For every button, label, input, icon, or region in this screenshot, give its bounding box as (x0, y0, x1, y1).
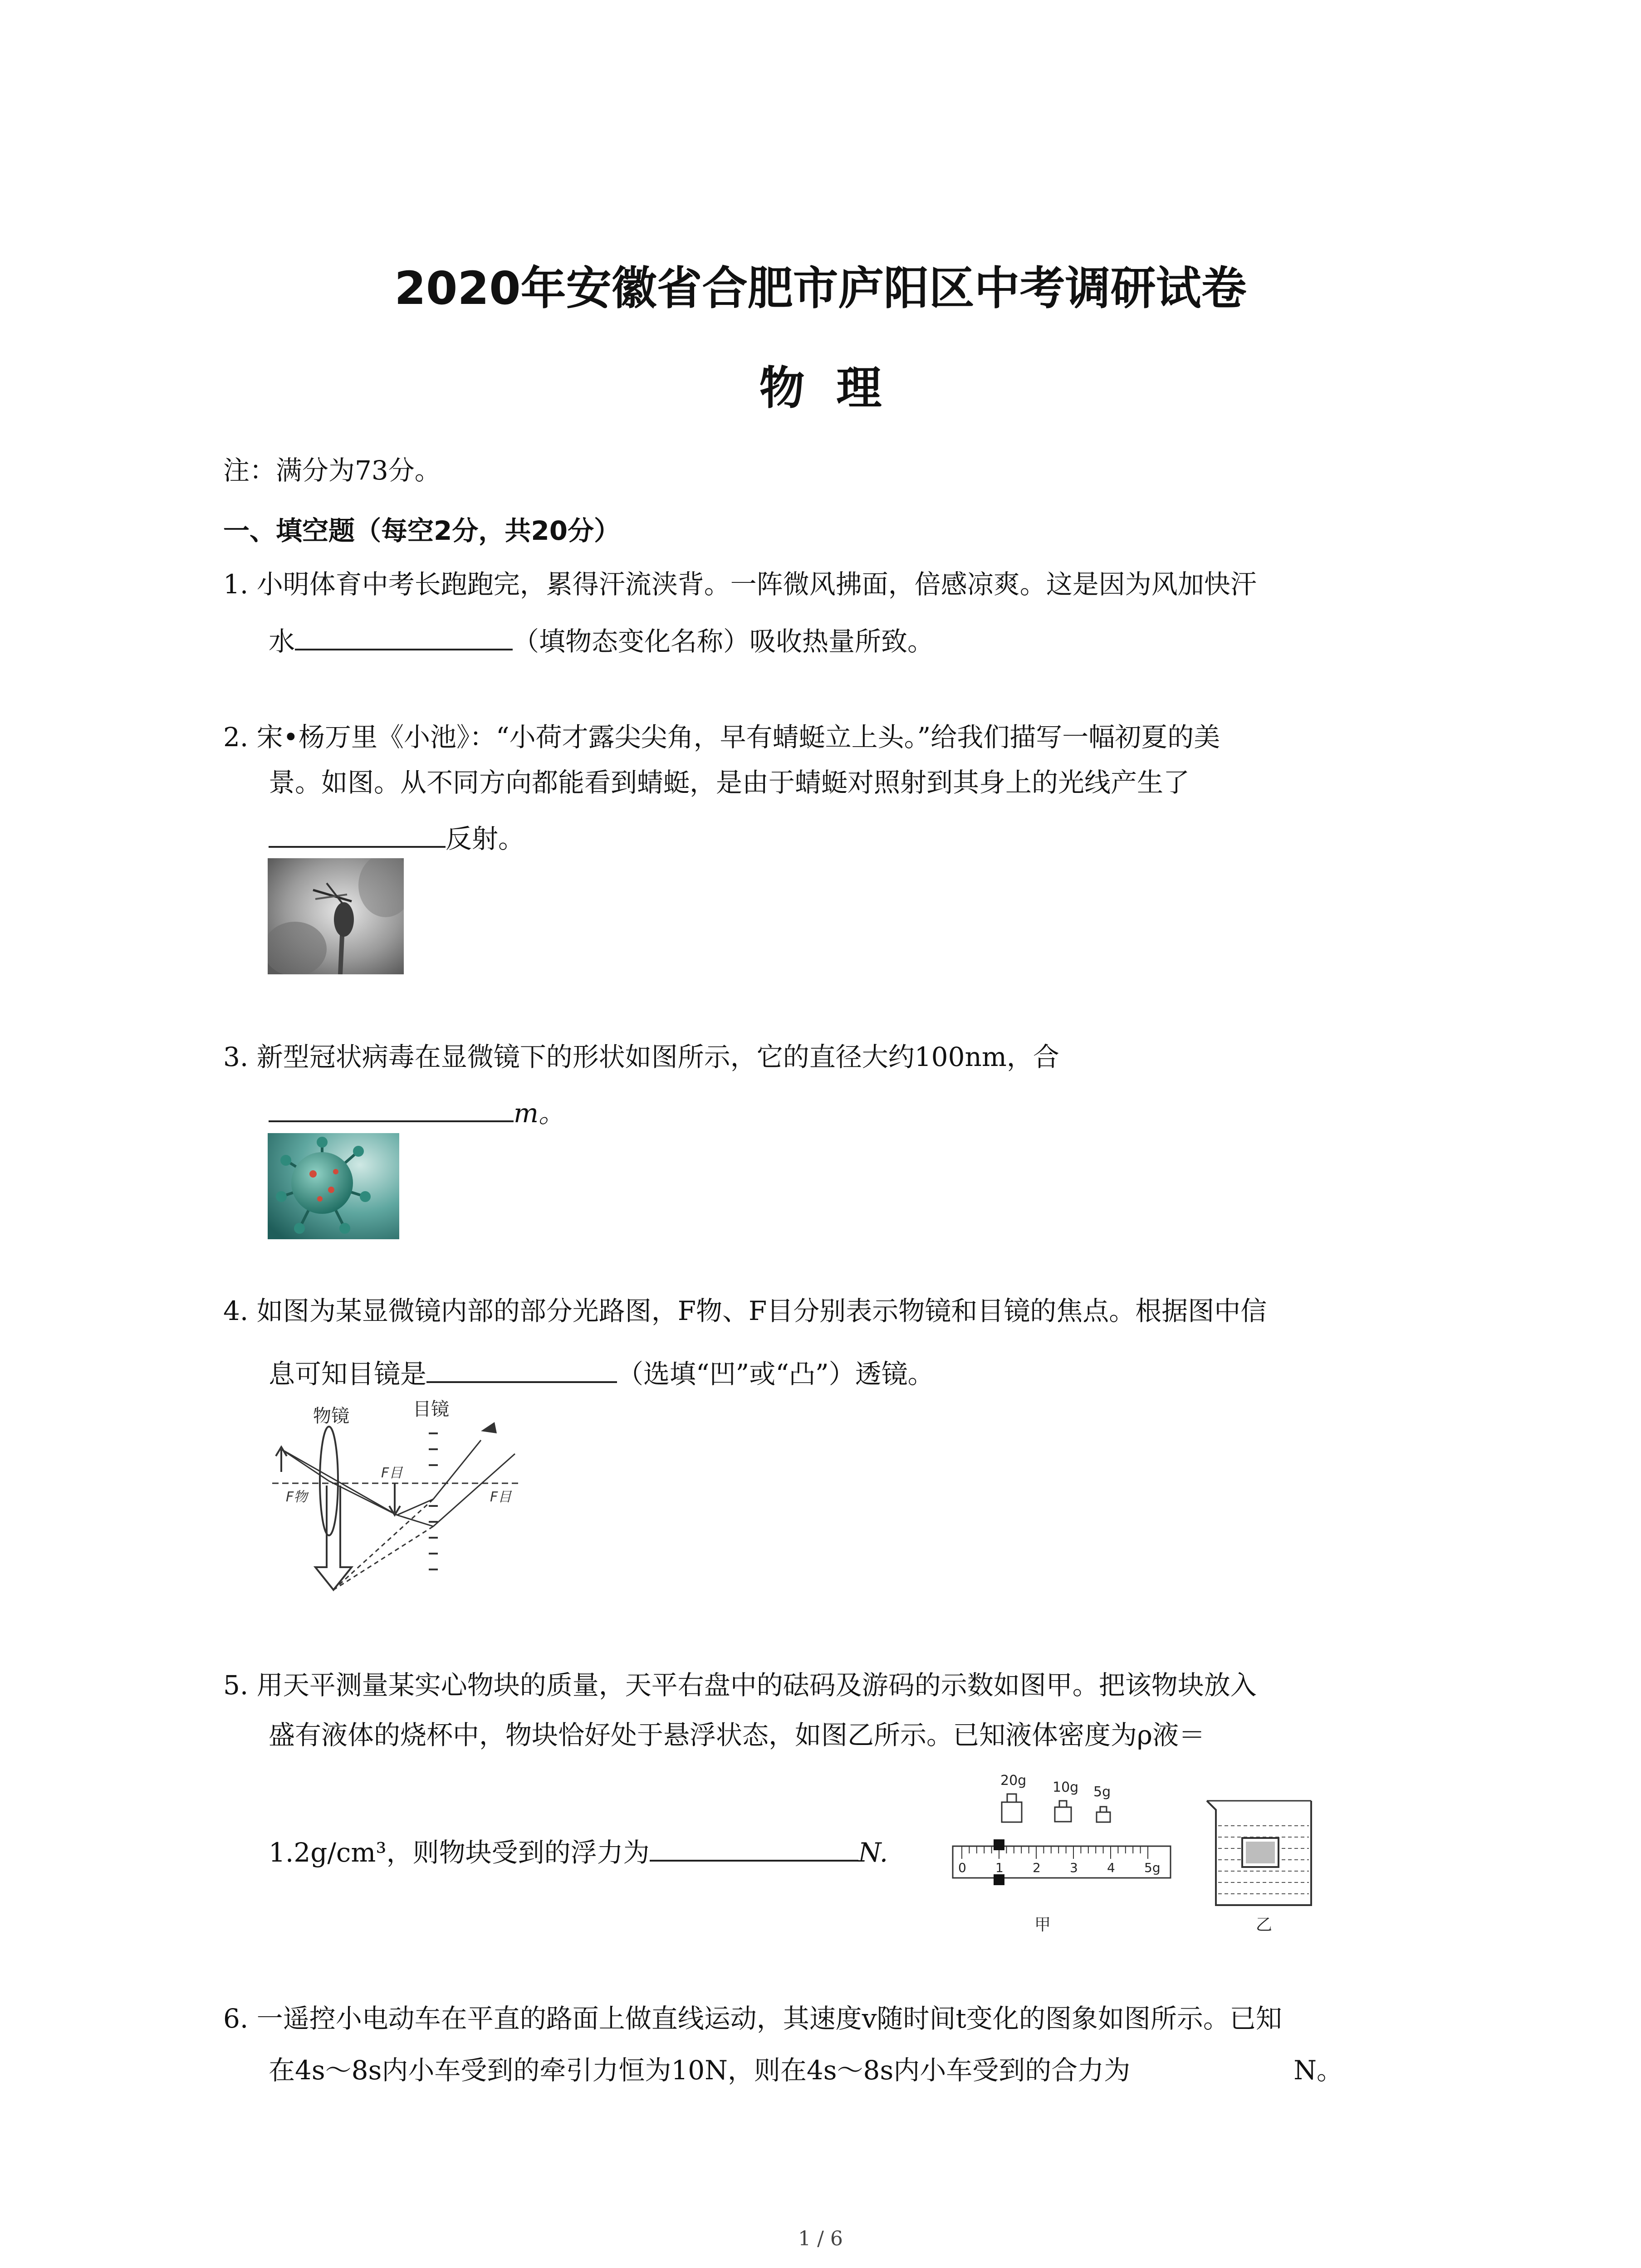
q1-line1: 1. 小明体育中考长跑跑完，累得汗流浃背。一阵微风拂面，倍感凉爽。这是因为风加快汗 (223, 569, 1257, 600)
weight-20g-label: 20g (1000, 1773, 1027, 1789)
q2-line2: 景。如图。从不同方向都能看到蜻蜓，是由于蜻蜓对照射到其身上的光线产生了 (269, 767, 1190, 798)
scale-tick-label: 2 (1033, 1860, 1041, 1875)
q4-text-b: （选填“凹”或“凸”）透镜。 (617, 1359, 934, 1389)
scale-tick-labels (958, 1860, 1161, 1875)
q4-line2 (269, 1354, 934, 1390)
q3-line2 (269, 1093, 565, 1129)
label-eyepiece: 目镜 (413, 1399, 449, 1420)
q1-text-a: 水 (269, 626, 295, 657)
scale-tick-label: 1 (995, 1860, 1004, 1875)
page-number: 1 / 6 (798, 2227, 843, 2250)
q6-answer-blank[interactable] (1130, 2050, 1293, 2079)
scale-tick-label: 5g (1144, 1860, 1161, 1875)
q2-answer-blank[interactable] (269, 819, 446, 848)
scale-tick-label: 4 (1107, 1860, 1115, 1875)
scale-beam (953, 1846, 1171, 1878)
q5-answer-blank[interactable] (650, 1833, 858, 1862)
score-note: 注：满分为73分。 (223, 455, 441, 486)
q5-line1: 5. 用天平测量某实心物块的质量，天平右盘中的砝码及游码的示数如图甲。把该物块放入 (223, 1670, 1257, 1701)
label-f-eyepiece-right: F目 (490, 1489, 512, 1505)
beaker-figure-yi (1202, 1792, 1325, 1941)
figure-yi-label: 乙 (1256, 1916, 1273, 1934)
scale-tick-label: 0 (958, 1860, 966, 1875)
q5-line3 (269, 1833, 888, 1868)
q6-line2 (269, 2050, 1343, 2086)
q6-text-a: 在4s～8s内小车受到的牵引力恒为10N，则在4s～8s内小车受到的合力为 (269, 2055, 1131, 2086)
q6-unit: N。 (1293, 2055, 1343, 2086)
q1-text-b: （填物态变化名称）吸收热量所致。 (513, 626, 934, 657)
rider-top (994, 1839, 1004, 1850)
scale-tick-label: 3 (1070, 1860, 1078, 1875)
page-subtitle: 物 理 (759, 362, 882, 415)
dragonfly-photo (268, 858, 404, 974)
q3-unit: m。 (514, 1098, 565, 1129)
virus-photo (268, 1133, 399, 1239)
q5-text-a: 1.2g/cm³，则物块受到的浮力为 (269, 1837, 650, 1868)
q5-unit: N. (858, 1837, 888, 1868)
q2-line3 (269, 819, 524, 855)
balance-figure-jia (948, 1767, 1175, 1944)
rider-bottom (994, 1874, 1004, 1885)
label-f-eyepiece-left: F目 (381, 1465, 403, 1481)
q4-text-a: 息可知目镜是 (269, 1359, 427, 1389)
q1-answer-blank[interactable] (295, 621, 513, 650)
label-objective: 物镜 (313, 1406, 349, 1427)
section-heading: 一、填空题（每空2分，共20分） (223, 515, 621, 546)
weight-10g-label: 10g (1053, 1779, 1079, 1795)
q2-text: 反射。 (446, 823, 525, 854)
scale-ticks (962, 1846, 1148, 1859)
q4-answer-blank[interactable] (426, 1354, 617, 1383)
q5-line2: 盛有液体的烧杯中，物块恰好处于悬浮状态，如图乙所示。已知液体密度为ρ液＝ (269, 1720, 1205, 1750)
page-title: 2020年安徽省合肥市庐阳区中考调研试卷 (394, 262, 1247, 315)
q4-line1: 4. 如图为某显微镜内部的部分光路图，F物、F目分别表示物镜和目镜的焦点。根据图中信 (223, 1295, 1267, 1326)
q1-line2 (269, 621, 934, 657)
weight-5g-label: 5g (1093, 1784, 1111, 1800)
q6-line1: 6. 一遥控小电动车在平直的路面上做直线运动，其速度v随时间t变化的图象如图所示。已知 (223, 2003, 1282, 2034)
figure-jia-label: 甲 (1034, 1916, 1051, 1934)
label-f-objective: F物 (286, 1489, 308, 1505)
q3-line1: 3. 新型冠状病毒在显微镜下的形状如图所示，它的直径大约100nm，合 (223, 1041, 1059, 1072)
q3-answer-blank[interactable] (269, 1093, 514, 1122)
q2-line1: 2. 宋•杨万里《小池》：“小荷才露尖尖角，早有蜻蜓立上头。”给我们描写一幅初夏的美 (223, 722, 1220, 753)
microscope-light-path-diagram (268, 1395, 585, 1613)
